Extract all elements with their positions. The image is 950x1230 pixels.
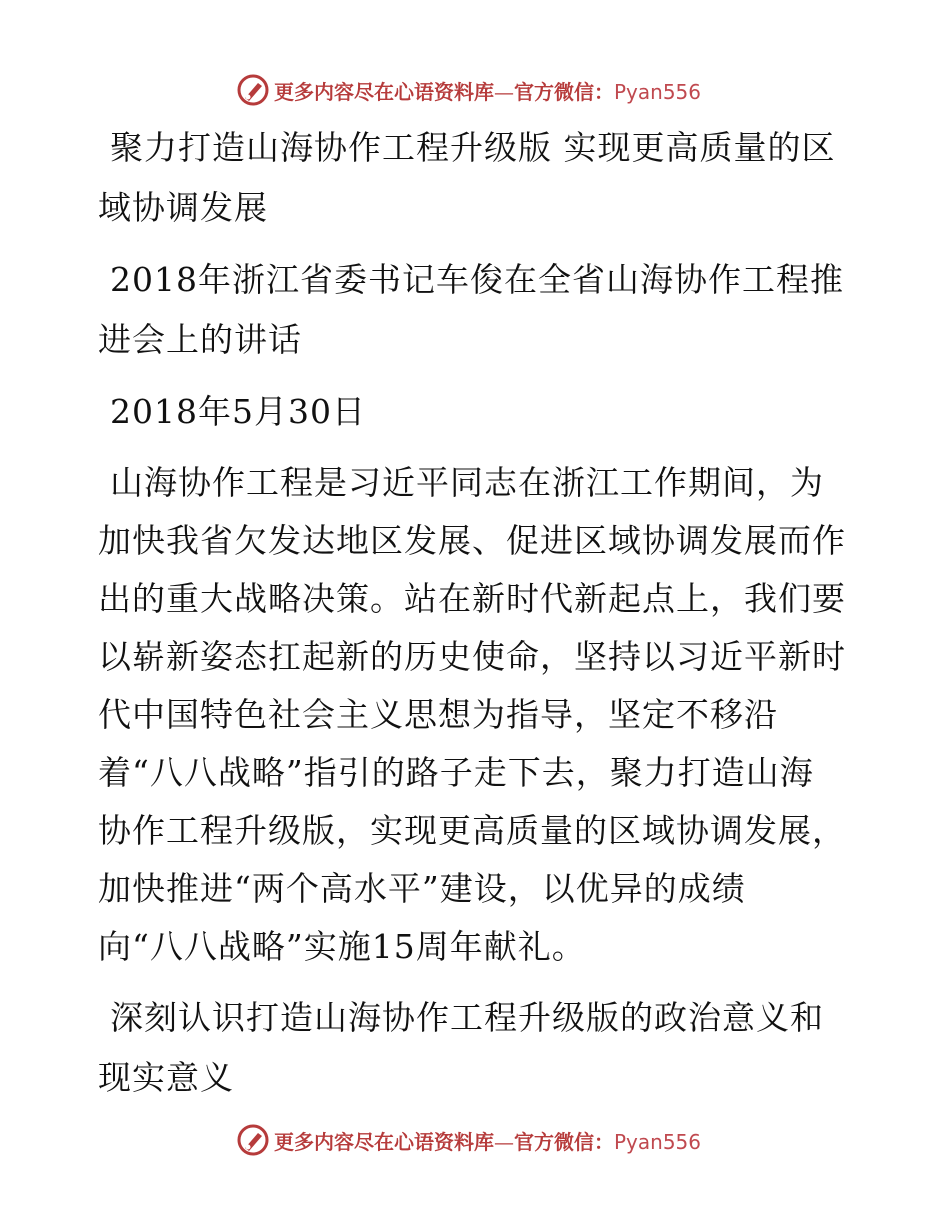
pen-logo-icon bbox=[236, 1123, 270, 1157]
document-date: 2018年5月30日 bbox=[110, 392, 366, 431]
document-title: 聚力打造山海协作工程升级版 实现更高质量的区 域协调发展 bbox=[98, 128, 836, 227]
header-watermark bbox=[236, 72, 701, 108]
footer-watermark bbox=[236, 1122, 701, 1158]
body-paragraph: 山海协作工程是习近平同志在浙江工作期间，为 加快我省欠发达地区发展、促进区域协调发展而作 出的重大战略决策。站在新时代新起点上，我们要 以崭新姿态扛起新的历史使命，坚持以习近平新时 代中国特色社会主义思想为指导，坚定不移沿 着“八八战略”指引的路子走下去，聚力打造山海 协作工程升级版，实现更高质量的区域协调发展， 加快推进“两个高水平”建设，以优异的成绩 向“八八战略”实施15周年献礼。 bbox=[98, 463, 846, 966]
document-subtitle: 2018年浙江省委书记车俊在全省山海协作工程推 进会上的讲话 bbox=[98, 260, 844, 359]
watermark-text: 更多内容尽在心语资料库—官方微信：Pyan556 bbox=[274, 79, 702, 104]
pen-logo-icon bbox=[236, 73, 270, 107]
watermark-text: 更多内容尽在心语资料库—官方微信：Pyan556 bbox=[274, 1129, 702, 1154]
document-body bbox=[98, 118, 858, 1120]
section-heading: 深刻认识打造山海协作工程升级版的政治意义和 现实意义 bbox=[98, 998, 824, 1097]
